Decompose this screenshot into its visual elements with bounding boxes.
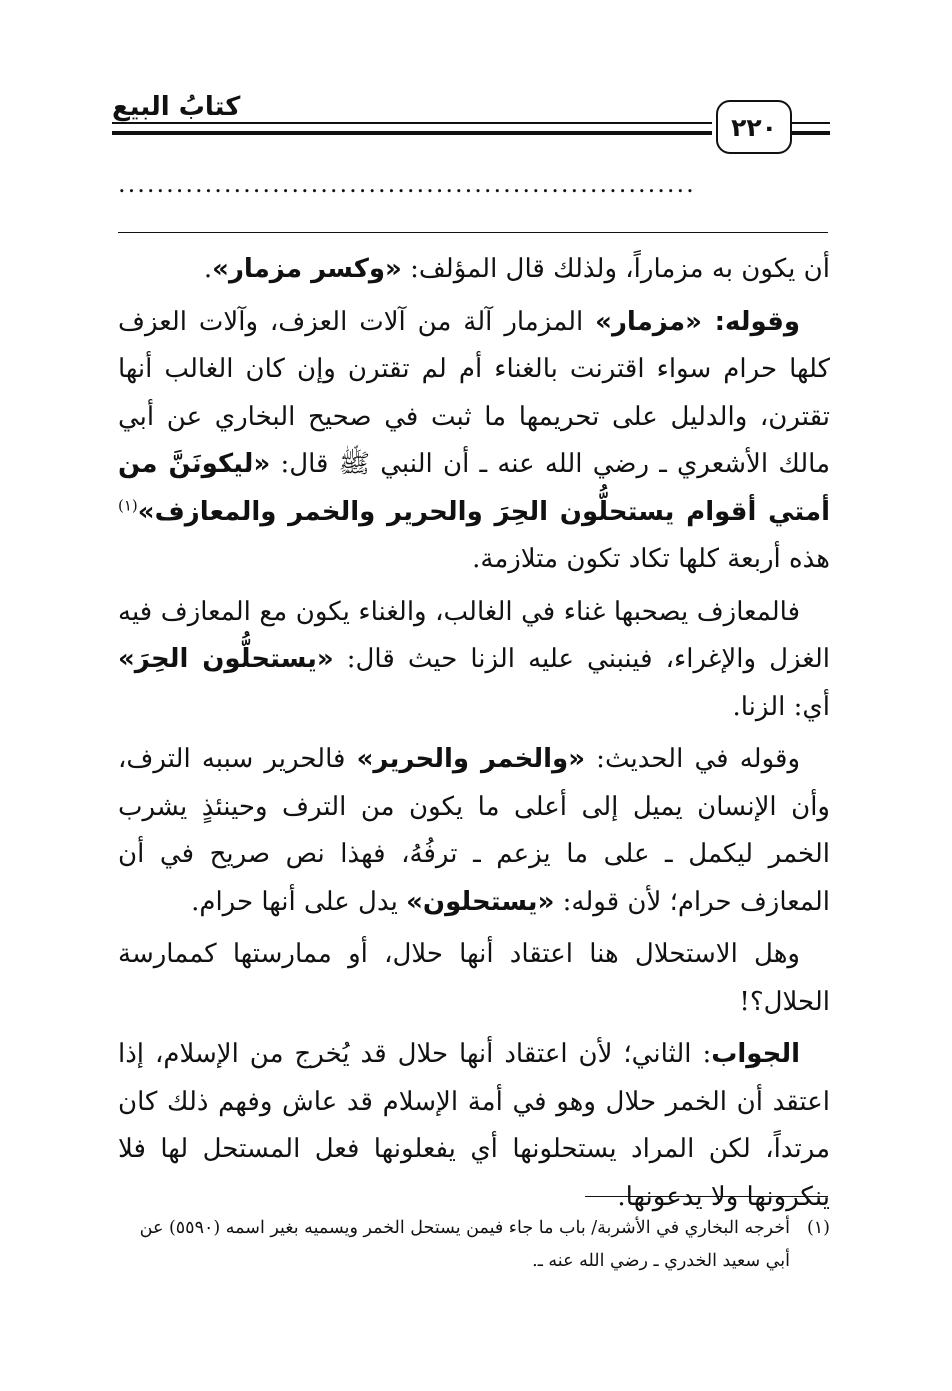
header-rule-thick (790, 131, 830, 135)
text-segment: يدل على أنها حرام. (191, 886, 407, 917)
text-segment: وقوله في الحديث: (585, 744, 801, 774)
paragraph (118, 589, 830, 732)
footnote-reference: (١) (118, 495, 138, 514)
text-segment: أن يكون به مزماراً، ولذلك قال المؤلف: (401, 254, 830, 284)
footnote (118, 1212, 830, 1278)
paragraph (118, 299, 830, 584)
paragraph (118, 246, 830, 294)
footnote-text: أخرجه البخاري في الأشربة/ باب ما جاء فيمن يستحل الخمر ويسميه بغير اسمه (٥٥٩٠) عن أبي سعيد الخدري ـ رضي الله عنه ـ. (139, 1218, 790, 1271)
page-number: ٢٢٠ (716, 100, 792, 154)
header-rule (790, 122, 830, 124)
text-segment: هذه أربعة كلها تكاد تكون متلازمة. (472, 544, 830, 574)
text-segment: . (203, 254, 213, 284)
bold-text: «مزمار» (595, 306, 702, 337)
text-segment: المزمار آلة من آلات العزف، وآلات العزف كلها حرام سواء اقترنت بالغناء أم لم تقترن وإن كان الغالب أنها تقترن، والدليل على تحريمها ما ثبت في صحيح البخاري عن أبي مالك الأشعري ـ رضي الله عنه ـ أن النبي ﷺ قال: (118, 306, 830, 479)
text-segment: فالمعازف يصحبها غناء في الغالب، والغناء يكون مع المعازف فيه الغزل والإغراء، فينبني عليه الزنا حيث قال: (118, 596, 830, 674)
text-segment: : الثاني؛ لأن اعتقاد أنها حلال قد يُخرج من الإسلام، إذا اعتقد أن الخمر حلال وهو في أمة الإسلام قد عاش وفهم ذلك كان مرتداً، لكن المراد يستحلونها أي يفعلونها فعل المستحل لها فلا ينكرونها ولا يدعونها. (118, 1039, 830, 1212)
paragraph (118, 1031, 830, 1221)
footnote-mark: (١) (806, 1218, 830, 1238)
text-top-rule (118, 232, 828, 233)
main-text (118, 246, 830, 1226)
text-segment: فالحرير سببه الترف، وأن الإنسان يميل إلى أعلى ما يكون من الترف وحينئذٍ يشرب الخمر ليكمل ـ على ما يزعم ـ ترفُهُ، فهذا نص صريح في أن المعازف حرام؛ لأن قوله: (118, 744, 830, 917)
bold-text: «ليكونَنَّ من أمتي أقوام يستحلُّون الحِرَ والحرير والخمر والمعازف» (118, 449, 830, 527)
bold-text: «والخمر والحرير» (356, 744, 586, 774)
bold-text: «وكسر مزمار» (212, 254, 402, 284)
footnote-rule (585, 1196, 828, 1197)
bold-text: «يستحلُّون الحِرَ» (118, 644, 334, 674)
text-segment: أي: الزنا. (732, 691, 830, 722)
bold-text: وقوله: (701, 306, 800, 337)
paragraph (118, 736, 830, 926)
dotted-separator: ............................................................ (118, 170, 696, 198)
text-segment: وهل الاستحلال هنا اعتقاد أنها حلال، أو ممارستها كممارسة الحلال؟! (118, 939, 830, 1017)
paragraph (118, 931, 830, 1026)
header-rule-thick (112, 131, 712, 135)
running-header-title: كتابُ البيع (112, 92, 241, 122)
bold-text: «يستحلون» (406, 886, 555, 917)
bold-text: الجواب (711, 1039, 800, 1069)
header-rule (112, 122, 712, 124)
